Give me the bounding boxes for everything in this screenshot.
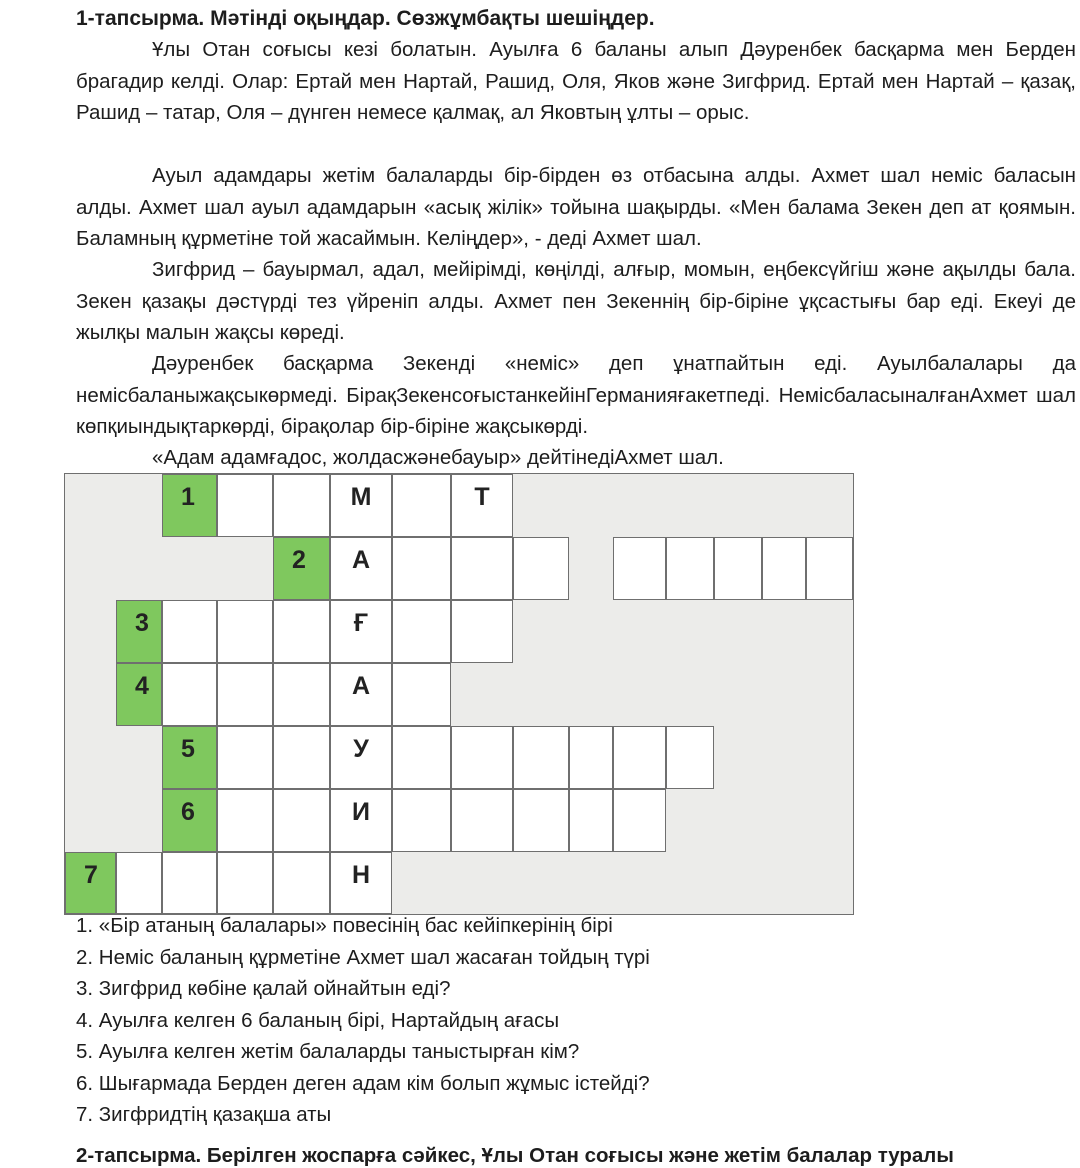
- quote-line: «Адам адамғадос, жолдасжәнебауыр» дейтінедіАхмет шал.: [152, 446, 724, 469]
- crossword-letter-cell: Т: [451, 474, 513, 537]
- crossword-cell[interactable]: [613, 726, 666, 789]
- crossword-number-7: 7: [65, 852, 116, 914]
- crossword-keyword-cell: Н: [330, 852, 392, 914]
- crossword-cell[interactable]: [451, 726, 513, 789]
- questions-list: [76, 910, 650, 1131]
- next-task-heading: 2-тапсырма. Берілген жоспарға сәйкес, Ұлы Отан соғысы және жетім балалар туралы: [76, 1144, 954, 1167]
- crossword-cell[interactable]: [451, 789, 513, 852]
- question-item: 4. Ауылға келген 6 баланың бірі, Нартайдың ағасы: [76, 1008, 560, 1032]
- crossword-number-2: 2: [273, 537, 330, 600]
- crossword-keyword-cell: А: [330, 663, 392, 726]
- task-title: 1-тапсырма. Мәтінді оқыңдар. Сөзжұмбақты шешіңдер.: [76, 7, 655, 30]
- crossword-cell[interactable]: [273, 600, 330, 663]
- crossword-cell[interactable]: [513, 726, 569, 789]
- crossword-keyword-cell: И: [330, 789, 392, 852]
- crossword-number-6: 6: [162, 789, 217, 852]
- crossword-cell[interactable]: [273, 474, 330, 537]
- crossword-cell[interactable]: [162, 600, 217, 663]
- question-item: 5. Ауылға келген жетім балаларды таныстырған кім?: [76, 1040, 580, 1063]
- crossword-cell[interactable]: [273, 852, 330, 914]
- crossword-cell[interactable]: [666, 537, 714, 600]
- crossword-cell[interactable]: [714, 537, 762, 600]
- crossword-cell[interactable]: [762, 537, 806, 600]
- crossword-cell[interactable]: [392, 663, 451, 726]
- crossword-cell[interactable]: [116, 852, 162, 914]
- question-item: 2. Неміс баланың құрметіне Ахмет шал жасаған тойдың түрі: [76, 945, 650, 969]
- paragraph-4: Дәуренбек басқарма Зекенді «неміс» деп ұнатпайтын еді. Ауылбалалары да немісбаланыжақсыкөрмеді. БірақЗекенсоғыстанкейінГерманияғакетпеді. НемісбаласыналғанАхмет шал көпқиындықтаркөрді, бірақолар бір-біріне жақсыкөрді.: [76, 352, 1076, 438]
- crossword-number-1: 1: [162, 474, 217, 537]
- crossword-cell[interactable]: [273, 789, 330, 852]
- crossword-cell[interactable]: [451, 537, 513, 600]
- crossword-number-4: 4: [116, 663, 162, 726]
- crossword-cell[interactable]: [451, 600, 513, 663]
- crossword-cell[interactable]: [162, 852, 217, 914]
- crossword-cell[interactable]: [217, 663, 273, 726]
- crossword-cell[interactable]: [569, 789, 613, 852]
- crossword-keyword-cell: У: [330, 726, 392, 789]
- crossword-number-3: 3: [116, 600, 162, 663]
- crossword-cell[interactable]: [217, 474, 273, 537]
- crossword-cell[interactable]: [273, 726, 330, 789]
- crossword-number-5: 5: [162, 726, 217, 789]
- crossword-cell[interactable]: [217, 726, 273, 789]
- question-item: 6. Шығармада Берден деген адам кім болып жұмыс істейді?: [76, 1071, 650, 1095]
- crossword-cell[interactable]: [217, 600, 273, 663]
- crossword-cell[interactable]: [392, 537, 451, 600]
- question-item: 1. «Бір атаның балалары» повесінің бас кейіпкерінің бірі: [76, 914, 613, 937]
- crossword-cell[interactable]: [806, 537, 853, 600]
- crossword-cell[interactable]: [273, 663, 330, 726]
- paragraph-1: Ұлы Отан соғысы кезі болатын. Ауылға 6 баланы алып Дәуренбек басқарма мен Берден брагадир келді. Олар: Ертай мен Нартай, Рашид, Оля, Яков және Зигфрид. Ертай мен Нартай – қазақ, Рашид – татар, Оля – дүнген немесе қалмақ, ал Яковтың ұлты – орыс.: [76, 38, 1076, 124]
- crossword-cell[interactable]: [513, 789, 569, 852]
- paragraph-2: Ауыл адамдары жетім балаларды бір-бірден өз отбасына алды. Ахмет шал неміс баласын алды. Ахмет шал ауыл адамдарын «асық жілік» тойына шақырды. «Мен балама Зекен деп ат қоямын. Баламның құрметіне той жасаймын. Келіңдер», - деді Ахмет шал.: [76, 164, 1076, 250]
- crossword-cell[interactable]: [392, 726, 451, 789]
- crossword-cell[interactable]: [217, 852, 273, 914]
- crossword-cell[interactable]: [569, 726, 613, 789]
- question-item: 7. Зигфридтің қазақша аты: [76, 1103, 332, 1126]
- crossword-cell[interactable]: [613, 789, 666, 852]
- crossword-cell[interactable]: [217, 789, 273, 852]
- crossword-cell[interactable]: [162, 663, 217, 726]
- crossword-keyword-cell: А: [330, 537, 392, 600]
- paragraph-3: Зигфрид – бауырмал, адал, мейірімді, көңілді, алғыр, момын, еңбексүйгіш және ақылды бала. Зекен қазақы дәстүрді тез үйреніп алды. Ахмет пен Зекеннің бір-біріне ұқсастығы бар еді. Екеуі де жылқы малын жақсы көреді.: [76, 258, 1076, 344]
- question-item: 3. Зигфрид көбіне қалай ойнайтын еді?: [76, 977, 451, 1000]
- crossword-keyword-cell: М: [330, 474, 392, 537]
- crossword-cell[interactable]: [392, 474, 451, 537]
- crossword-cell[interactable]: [666, 726, 714, 789]
- crossword-cell[interactable]: [513, 537, 569, 600]
- crossword-grid: [64, 473, 854, 915]
- crossword-cell[interactable]: [392, 789, 451, 852]
- crossword-cell[interactable]: [613, 537, 666, 600]
- crossword-cell[interactable]: [392, 600, 451, 663]
- crossword-keyword-cell: Ғ: [330, 600, 392, 663]
